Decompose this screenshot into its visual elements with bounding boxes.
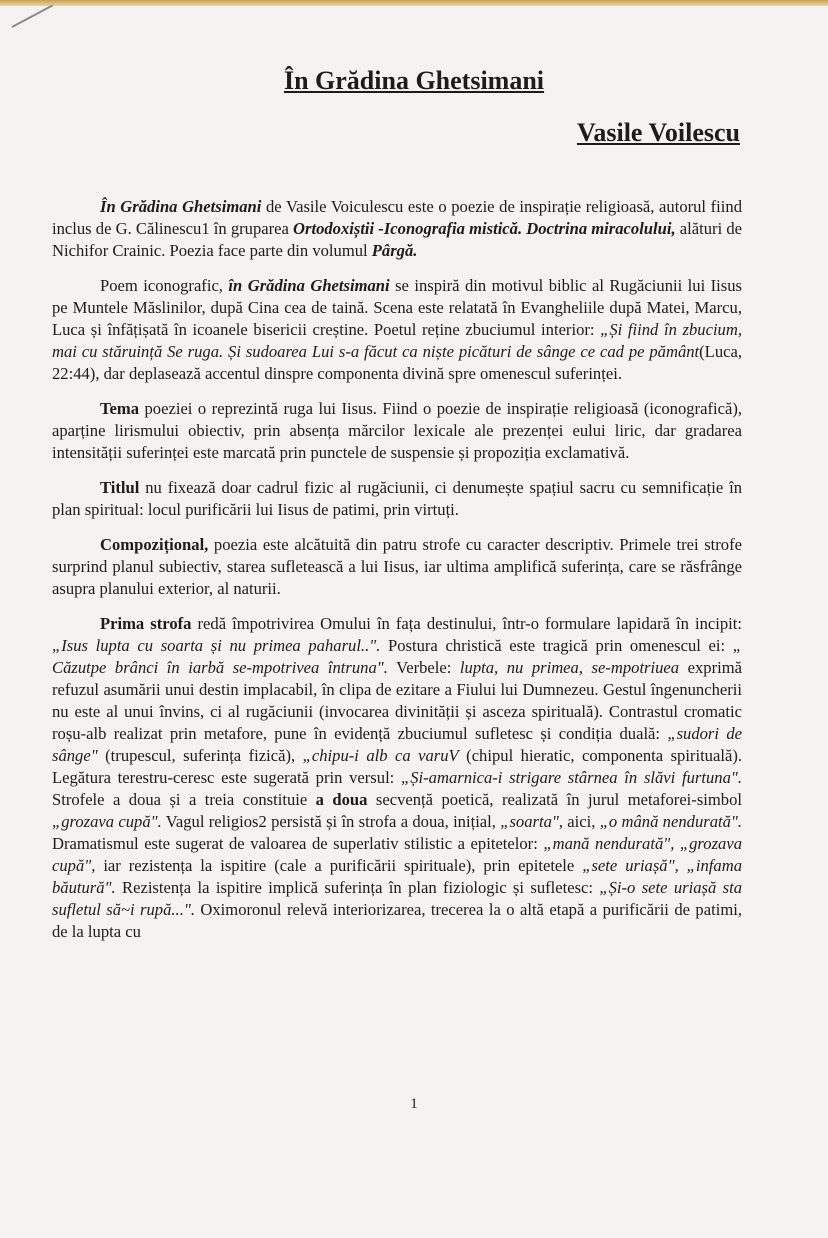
page-number: 1 [410, 1096, 418, 1112]
bold-text: Titlul [100, 478, 140, 497]
text-run: Oximoronul relevă interiorizarea, trecerea la o altă etapă a purificării de patimi, de la lupta cu [52, 900, 742, 941]
italic-text: „Și-amarnica-i strigare stârnea în slăvi furtuna". [401, 768, 742, 787]
text-run: (trupescul, suferința fizică), [97, 746, 303, 765]
bold-italic-text [100, 197, 261, 216]
text-run: în Grădina Ghetsimani [228, 276, 390, 295]
text-run: redă împotrivirea Omului în fața destinului, într-o formulare lapidară în incipit: [191, 614, 742, 633]
text-run: Postura christică este tragică prin omenescul ei: [380, 636, 733, 655]
italic-text: „ Căzutpe brânci în iarbă se-mpotrivea întruna". [52, 636, 742, 677]
italic-text: „Și-o sete uriașă sta sufletul să~i rupă...". [52, 878, 742, 919]
text-run: , aici, [558, 812, 600, 831]
text-run: În Grădina Ghetsimani [100, 197, 262, 216]
paragraph-title [52, 477, 742, 521]
page-top-edge [0, 0, 828, 6]
text-run: Rezistența la ispitire implică suferința în plan fiziologic și sufletesc: [115, 878, 600, 897]
text-run: se inspiră din motivul biblic al Rugăciunii lui Iisus pe Muntele Măslinilor, după Cina cea de taină. Scena este relatată în Evangheliile după Matei, Marcu, Luca și înfățișată în icoanele bisericii creștine. Poetul reține zbuciumul interior: [52, 276, 742, 339]
italic-text: „chipu-i alb ca varuV [302, 746, 459, 765]
bold-text: a doua [315, 790, 368, 809]
text-run: Poem iconografic, [100, 276, 229, 295]
italic-text: „Isus lupta cu soarta și nu primea paharul..". [52, 636, 381, 655]
italic-text: „o mână nendurată". [599, 812, 743, 831]
italic-text: „mană nendurată", „grozava cupă", [52, 834, 742, 875]
italic-text: lupta, nu primea, se-mpotriuea [459, 658, 680, 677]
bold-text: Compozițional, [100, 535, 209, 554]
page-author: Vasile Voilescu [576, 118, 740, 147]
text-run: Verbele: [387, 658, 460, 677]
body-text [52, 196, 742, 956]
page-title: În Grădina Ghetsimani [283, 66, 545, 95]
text-run: iar rezistența la ispitire (cale a purificării spirituale), prin epitetele [95, 856, 583, 875]
text-run: poezia este alcătuită din patru strofe cu caracter descriptiv. Primele trei strofe surprind planul subiectiv, starea sufletească a lui Iisus, iar ultima amplifică suferința, care se răsfrânge asupra planului exterior, al naturii. [52, 535, 742, 598]
paragraph-intro [52, 196, 742, 262]
text-run: (Luca, 22:44), dar deplasează accentul dinspre componenta divină spre omenescul suferinței. [52, 342, 742, 383]
bold-text: Prima strofa [100, 614, 192, 633]
bold-italic-text [293, 219, 676, 238]
text-run: de Vasile Voiculescu este o poezie de inspirație religioasă, autorul fiind inclus de G. Călinescu1 în gruparea [52, 197, 742, 238]
pencil-mark [12, 5, 54, 28]
paragraph-first-stanza [52, 613, 742, 943]
text-run: (chipul hieratic, componenta spirituală). Legătura terestru-ceresc este sugerată prin versul: [52, 746, 742, 787]
italic-text: „sete uriașă", „infama băutură". [52, 856, 742, 897]
text-run: nu fixează doar cadrul fizic al rugăciunii, ci denumește spațiul sacru cu semnificație în plan spiritual: locul purificării lui Iisus de patimi, prin virtuți. [52, 478, 742, 519]
text-run: exprimă refuzul asumării unui destin implacabil, în clipa de ezitare a Fiului lui Dumnezeu. Gestul îngenuncherii nu este al unui învins, ci al rugăciunii (invocarea divinității și asceza spirituală). Contrastul cromatic roșu-alb realizat prin metafore, pune în evidență zbuciumul sufletesc și condiția duală: [52, 658, 742, 743]
bold-text: Tema [100, 399, 140, 418]
italic-text: „soarta" [500, 812, 559, 831]
italic-text: „Și fiind în zbucium, mai cu stăruință Se ruga. Și sudoarea Lui s-a făcut ca niște picături de sânge ce cad pe pământ [52, 320, 742, 361]
italic-text: „grozava cupă". [52, 812, 162, 831]
paragraph-theme [52, 398, 742, 464]
text-run: Strofele a doua și a treia constituie [52, 790, 316, 809]
text-run: secvență poetică, realizată în jurul metaforei-simbol [367, 790, 742, 809]
bold-italic-text [228, 276, 389, 295]
paragraph-iconographic [52, 275, 742, 385]
bold-italic-text [372, 241, 418, 260]
text-run: Dramatismul este sugerat de valoarea de superlativ stilistic a epitetelor: [52, 834, 544, 853]
text-run: Pârgă. [371, 241, 418, 260]
italic-text: „sudori de sânge" [52, 724, 742, 765]
text-run: Ortodoxiștii -Iconografia mistică. Doctrina miracolului, [293, 219, 676, 238]
paragraph-composition [52, 534, 742, 600]
text-run: poeziei o reprezintă ruga lui Iisus. Fiind o poezie de inspirație religioasă (iconografică), aparține lirismului obiectiv, prin absența mărcilor lexicale ale prezenței eului liric, dar gradarea intensității suferinței este marcată prin punctele de suspensie și propoziția exclamativă. [52, 399, 742, 462]
text-run: alături de Nichifor Crainic. Poezia face parte din volumul [52, 219, 742, 260]
text-run: Vagul religios2 persistă și în strofa a doua, inițial, [161, 812, 501, 831]
